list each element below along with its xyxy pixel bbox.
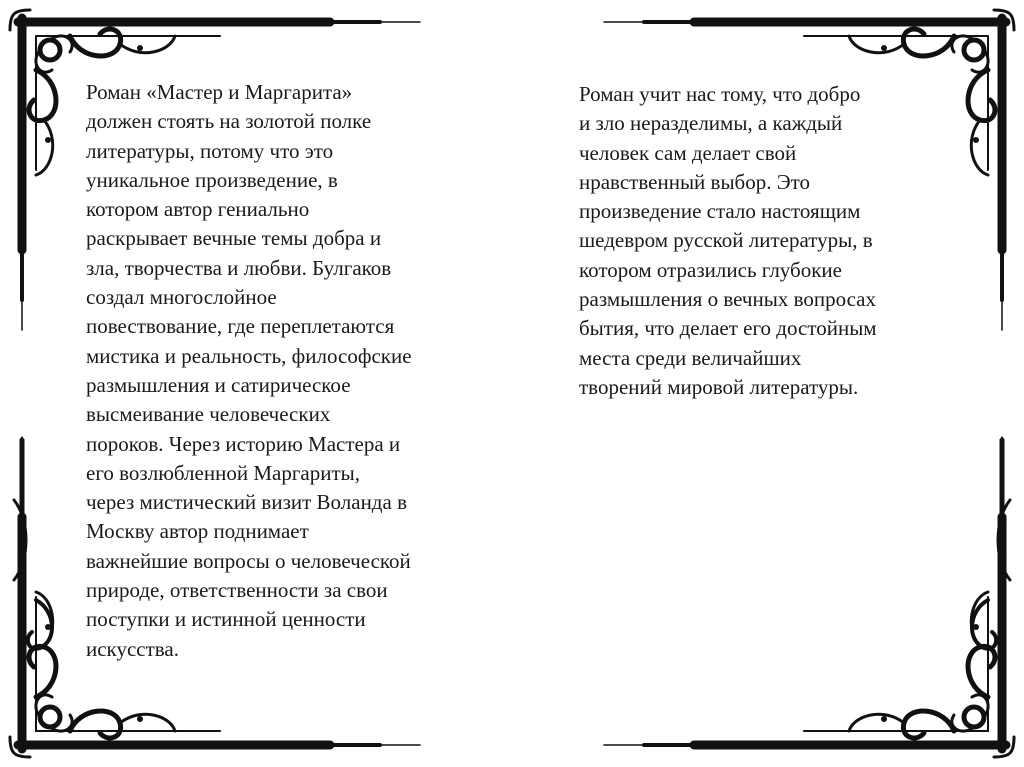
text-line: человек сам делает свой	[579, 140, 797, 165]
text-line: должен стоять на золотой полке	[86, 109, 372, 134]
text-line: уникальное произведение, в	[86, 167, 338, 192]
right-text-column	[579, 80, 939, 402]
text-line: зла, творчества и любви. Булгаков	[86, 255, 392, 280]
text-line: размышления и сатирическое	[86, 372, 351, 397]
text-line: произведение стало настоящим	[579, 199, 861, 224]
text-line: шедевром русской литературы, в	[579, 228, 873, 253]
text-line: пороков. Через историю Мастера и	[86, 431, 401, 456]
text-line: бытия, что делает его достойным	[579, 316, 877, 341]
text-line: места среди величайших	[579, 345, 802, 370]
text-line: раскрывает вечные темы добра и	[86, 226, 382, 251]
text-line: высмеивание человеческих	[86, 402, 331, 427]
text-line: мистика и реальность, философские	[86, 343, 412, 368]
text-line: нравственный выбор. Это	[579, 169, 811, 194]
text-line: природе, ответственности за свои	[86, 578, 388, 603]
text-line: и зло неразделимы, а каждый	[579, 111, 843, 136]
text-line: Роман учит нас тому, что добро	[579, 82, 861, 106]
text-line: повествование, где переплетаются	[86, 314, 395, 339]
corner-ornament-bottom-right-icon	[604, 437, 1014, 757]
text-line: размышления о вечных вопросах	[579, 287, 877, 312]
text-line: поступки и истинной ценности	[86, 607, 366, 632]
left-text-column	[86, 78, 476, 664]
text-line: Москву автор поднимает	[86, 519, 309, 544]
text-line: его возлюбленной Маргариты,	[86, 460, 361, 485]
text-line: котором автор гениально	[86, 197, 310, 222]
text-line: котором отразились глубокие	[579, 257, 842, 282]
text-line: Роман «Мастер и Маргарита»	[86, 80, 353, 104]
text-line: творений мировой литературы.	[579, 374, 859, 399]
text-line: через мистический визит Воланда в	[86, 490, 407, 515]
text-line: искусства.	[86, 636, 179, 661]
text-line: важнейшие вопросы о человеческой	[86, 548, 411, 573]
text-line: литературы, потому что это	[86, 138, 334, 163]
text-line: создал многослойное	[86, 285, 277, 310]
